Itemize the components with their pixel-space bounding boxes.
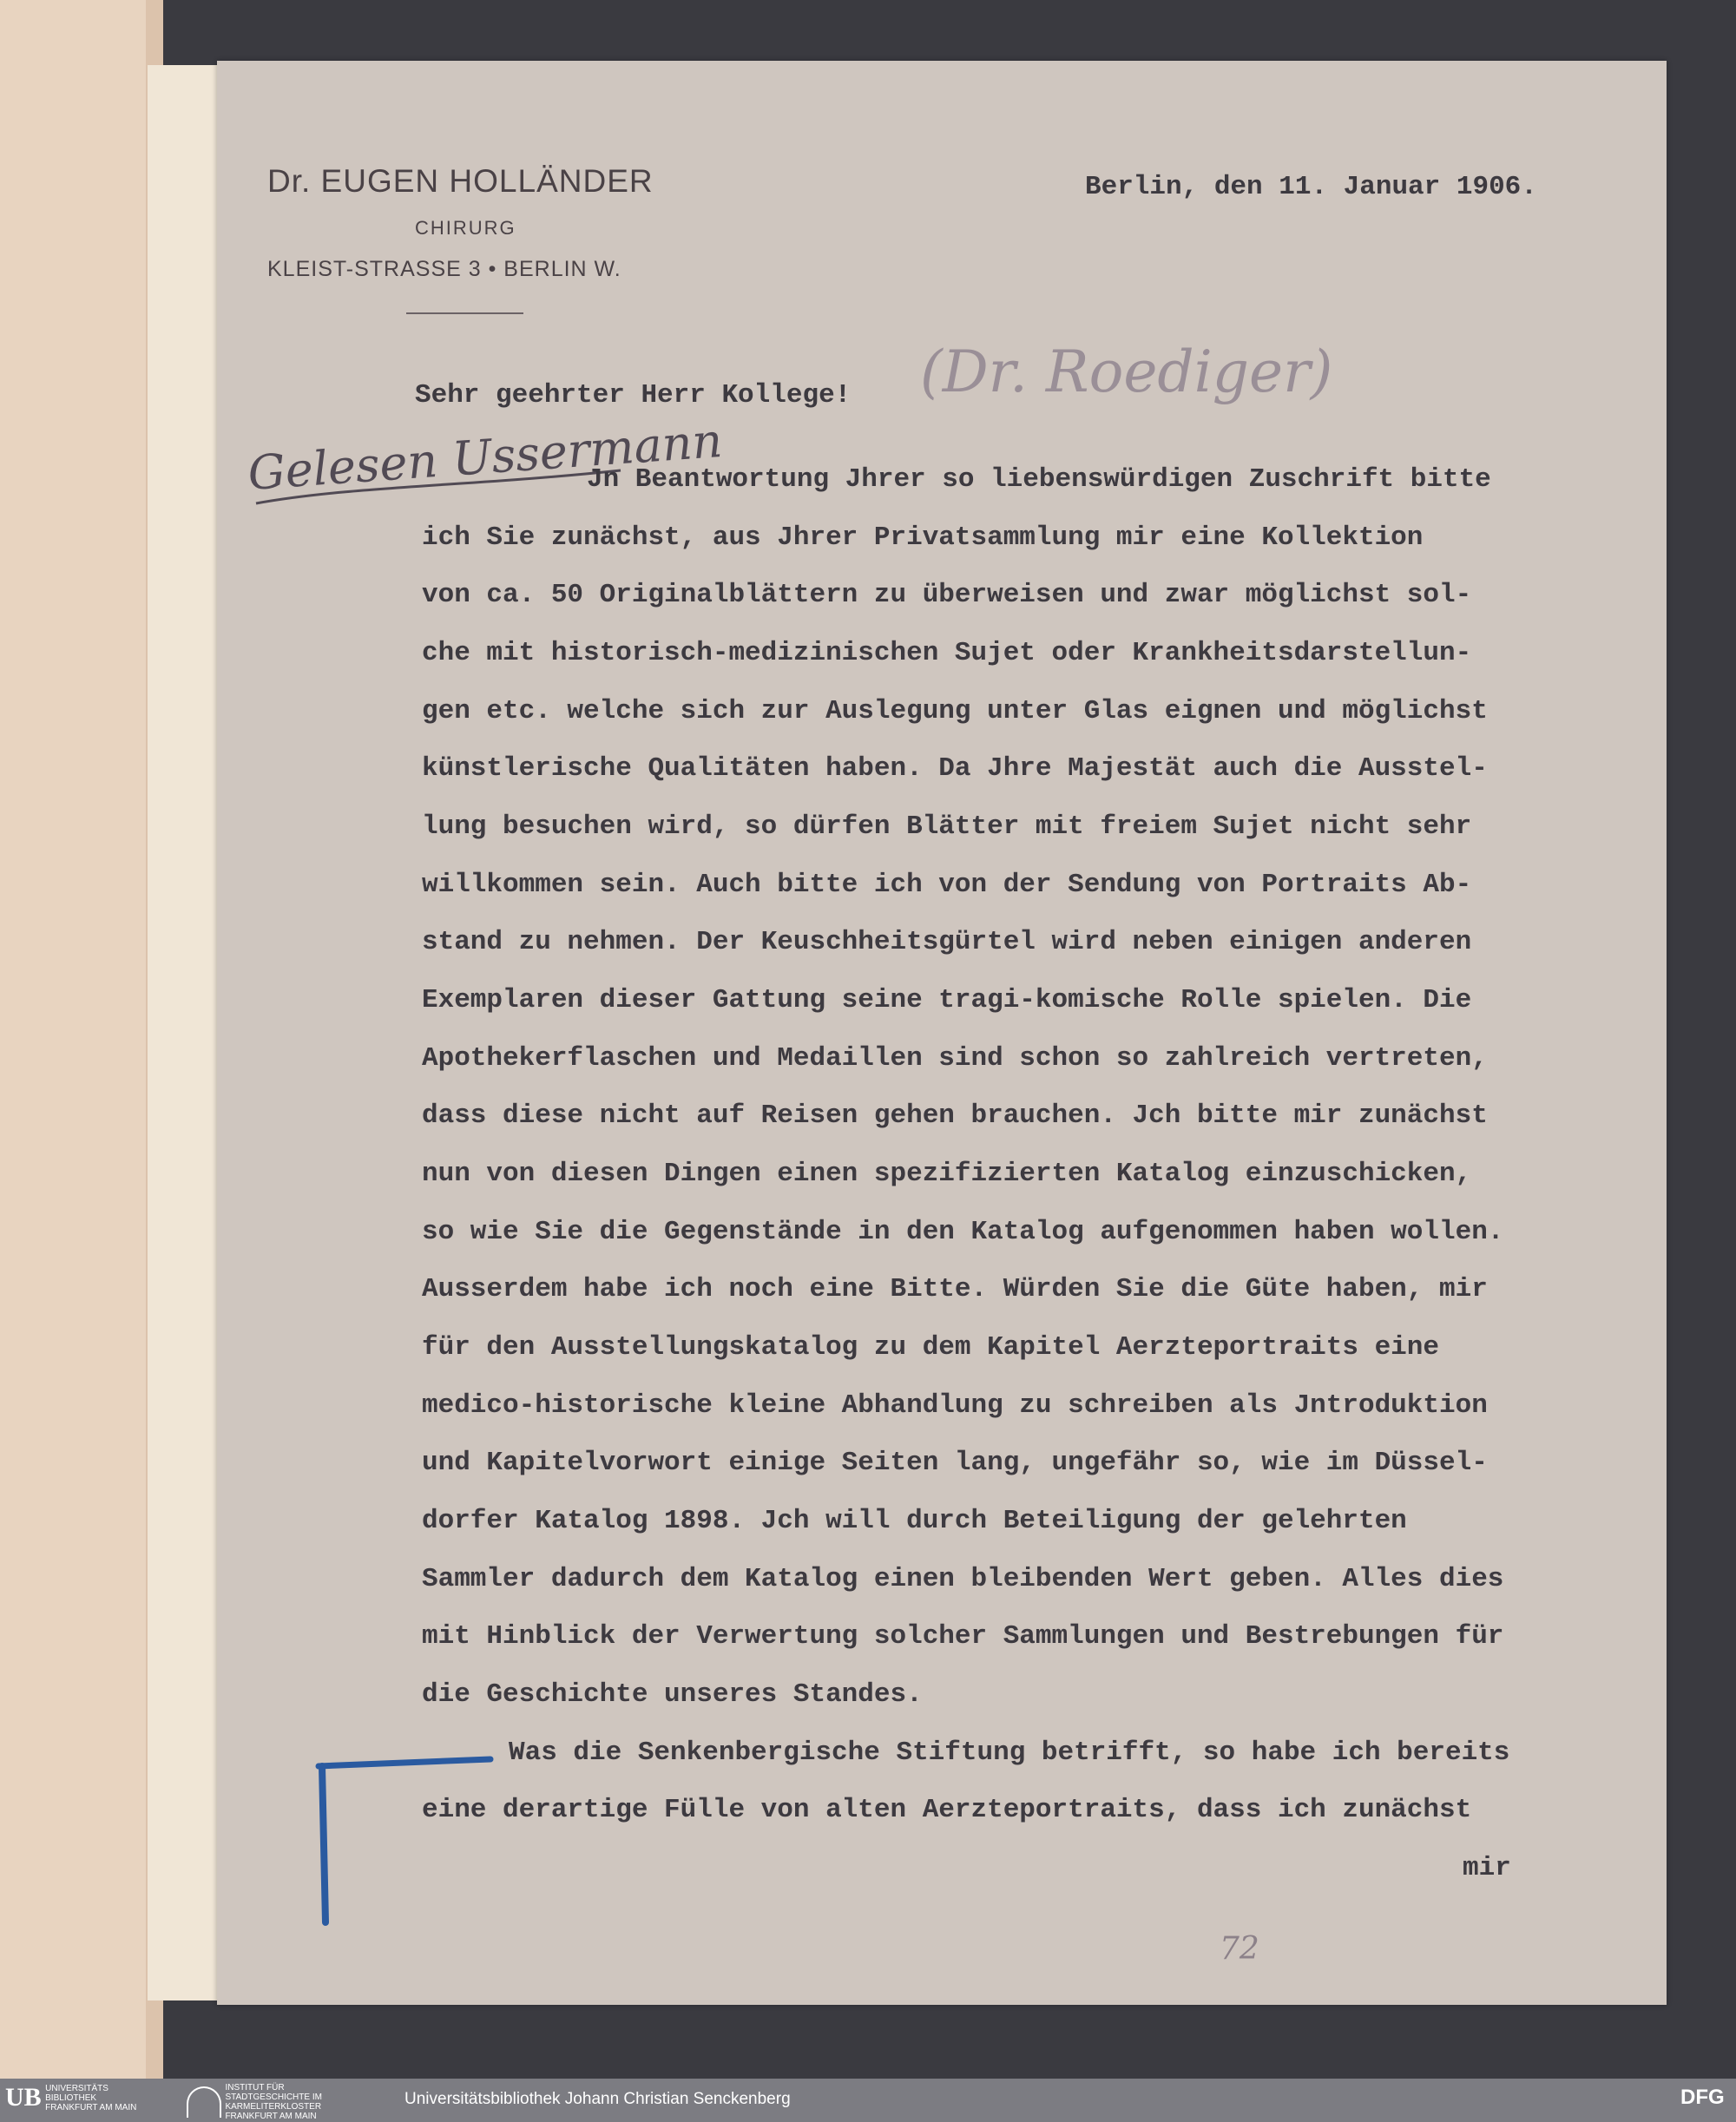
body-line: von ca. 50 Originalblättern zu überweisen und zwar möglichst sol- bbox=[422, 580, 1472, 610]
margin-note-underline bbox=[247, 451, 629, 521]
institute-logo[interactable] bbox=[187, 2083, 346, 2121]
body-line: willkommen sein. Auch bitte ich von der Sendung von Portraits Ab- bbox=[422, 870, 1472, 900]
ub-logo-text: UNIVERSITÄTS BIBLIOTHEK FRANKFURT AM MAIN bbox=[45, 2083, 137, 2112]
salutation: Sehr geehrter Herr Kollege! bbox=[415, 380, 852, 411]
body-line: die Geschichte unseres Standes. bbox=[422, 1679, 923, 1710]
body-line: gen etc. welche sich zur Auslegung unter Glas eignen und möglichst bbox=[422, 696, 1488, 726]
body-line: Was die Senkenbergische Stiftung betrifft, so habe ich bereits bbox=[509, 1738, 1510, 1768]
letterhead-name: Dr. EUGEN HOLLÄNDER bbox=[267, 163, 654, 199]
institute-logo-icon bbox=[187, 2086, 221, 2118]
body-line: nun von diesen Dingen einen spezifizierten Katalog einzuschicken, bbox=[422, 1159, 1472, 1189]
body-line: eine derartige Fülle von alten Aerzteportraits, dass ich zunächst bbox=[422, 1795, 1472, 1825]
body-line: künstlerische Qualitäten haben. Da Jhre Majestät auch die Ausstel- bbox=[422, 753, 1488, 784]
body-line: für den Ausstellungskatalog zu dem Kapitel Aerzteportraits eine bbox=[422, 1332, 1439, 1363]
body-line: Ausserdem habe ich noch eine Bitte. Würden Sie die Güte haben, mir bbox=[422, 1274, 1488, 1304]
body-line: und Kapitelvorwort einige Seiten lang, ungefähr so, wie im Düssel- bbox=[422, 1448, 1488, 1478]
body-line: so wie Sie die Gegenstände in den Katalog aufgenommen haben wollen. bbox=[422, 1217, 1504, 1247]
letter-date: Berlin, den 11. Januar 1906. bbox=[1085, 172, 1537, 202]
library-name: Universitätsbibliothek Johann Christian Senckenberg bbox=[404, 2090, 791, 2108]
body-line: ich Sie zunächst, aus Jhrer Privatsammlung mir eine Kollektion bbox=[422, 522, 1424, 553]
body-line: Jn Beantwortung Jhrer so liebenswürdigen Zuschrift bitte bbox=[587, 464, 1491, 495]
left-book-cover bbox=[0, 0, 156, 2079]
page-number: 72 bbox=[1220, 1931, 1259, 1967]
handwritten-recipient-note: (Dr. Roediger) bbox=[920, 338, 1333, 405]
body-line: Sammler dadurch dem Katalog einen bleibenden Wert geben. Alles dies bbox=[422, 1564, 1504, 1594]
body-line: Exemplaren dieser Gattung seine tragi-komische Rolle spielen. Die bbox=[422, 985, 1472, 1015]
body-line: mir bbox=[1463, 1853, 1511, 1883]
body-line: stand zu nehmen. Der Keuschheitsgürtel wird neben einigen anderen bbox=[422, 927, 1472, 957]
institute-logo-text: INSTITUT FÜR STADTGESCHICHTE IM KARMELITERKLOSTER FRANKFURT AM MAIN bbox=[225, 2083, 322, 2121]
body-line: dass diese nicht auf Reisen gehen brauchen. Jch bitte mir zunächst bbox=[422, 1100, 1488, 1131]
handwritten-margin-note: Gelesen Ussermann bbox=[246, 412, 725, 502]
body-line: mit Hinblick der Verwertung solcher Sammlungen und Bestrebungen für bbox=[422, 1621, 1504, 1652]
dfg-logo[interactable]: DFG bbox=[1680, 2086, 1725, 2109]
body-line: medico-historische kleine Abhandlung zu schreiben als Jntroduktion bbox=[422, 1390, 1488, 1421]
ub-logo[interactable] bbox=[5, 2083, 139, 2118]
blue-pencil-mark bbox=[308, 1749, 499, 1931]
letterhead-address: KLEIST-STRASSE 3 • BERLIN W. bbox=[267, 257, 621, 281]
letterhead-rule bbox=[406, 312, 523, 314]
body-line: lung besuchen wird, so dürfen Blätter mit freiem Sujet nicht sehr bbox=[422, 811, 1472, 842]
body-line: che mit historisch-medizinischen Sujet oder Krankheitsdarstellun- bbox=[422, 638, 1472, 668]
ub-logo-mark: UB bbox=[5, 2083, 42, 2112]
letterhead-profession: CHIRURG bbox=[415, 217, 516, 239]
body-line: Apothekerflaschen und Medaillen sind schon so zahlreich vertreten, bbox=[422, 1043, 1488, 1074]
body-line: dorfer Katalog 1898. Jch will durch Beteiligung der gelehrten bbox=[422, 1506, 1407, 1536]
